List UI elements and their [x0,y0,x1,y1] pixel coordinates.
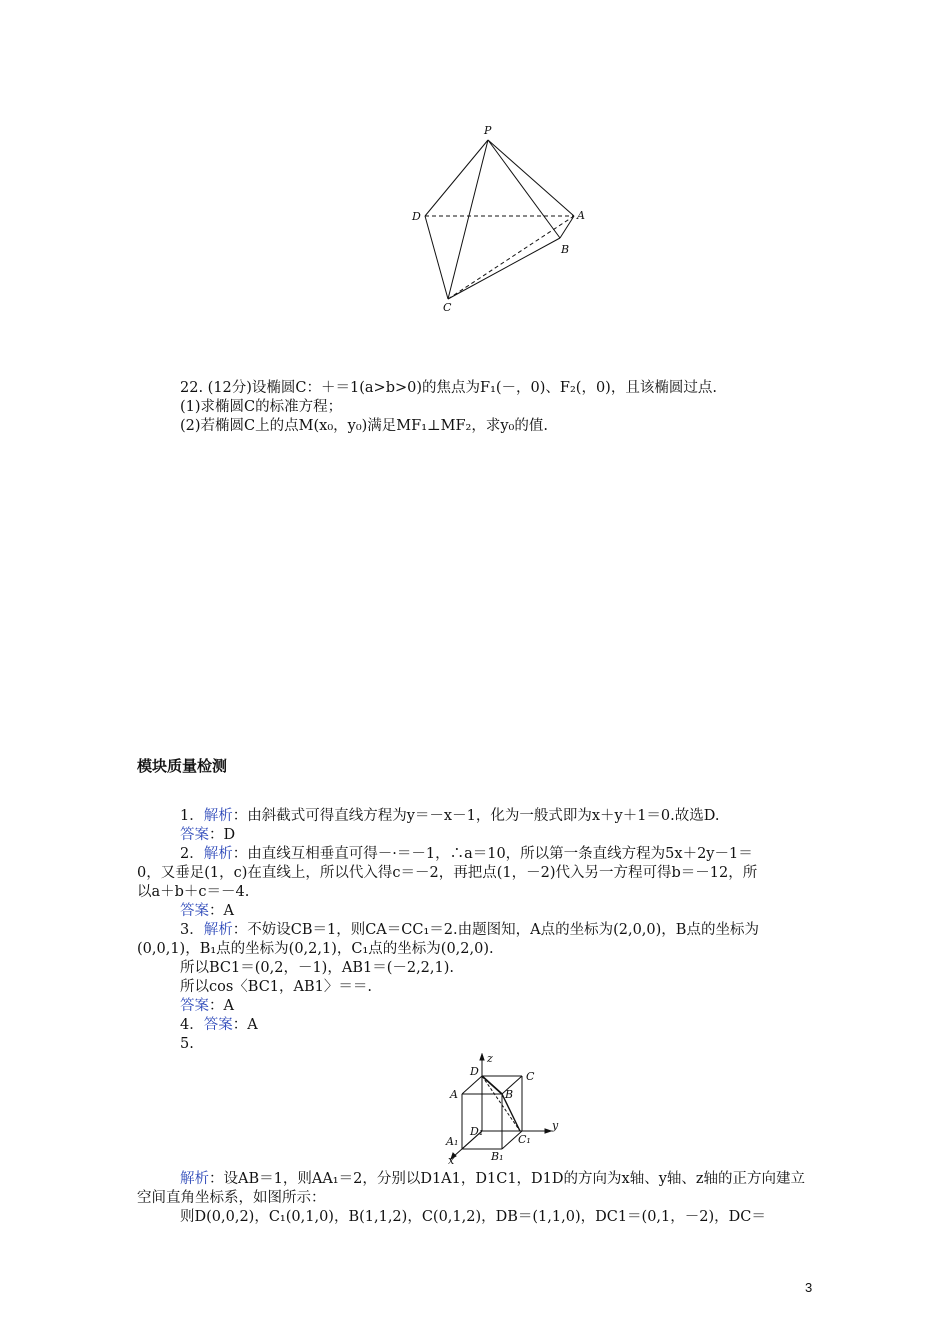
label-B: B [505,1088,514,1101]
answer-5-num: 5. [180,1036,194,1052]
answer-4-text: ：A [232,1017,258,1033]
answer-5-line1 [180,1170,805,1189]
label-B: B [561,243,570,256]
answer-1-text: ：由斜截式可得直线方程为y＝－x－1，化为一般式即为x＋y＋1＝0.故选D. [232,808,720,824]
answer-5-line3: 则D(0,0,2)，C₁(0,1,0)，B(1,1,2)，C(0,1,2)，DB＝(1,1,0)，DC1＝(0,1，－2)，DC＝ [180,1209,766,1225]
answer-3-ans-text: ：A [209,998,234,1014]
answer-3-line3: 所以BC1＝(0,2，－1)，AB1＝(－2,2,1). [180,960,455,976]
pyramid-figure [400,118,600,318]
label-D: D [470,1065,479,1078]
label-D1: D₁ [470,1125,484,1138]
answer-4-num: 4． [180,1017,204,1033]
label-D: D [412,210,421,223]
answer-2-line2: 0，又垂足(1，c)在直线上，所以代入得c＝－2，再把点(1，－2)代入另一方程可得b＝－12，所 [137,865,758,881]
answer-5-line2: 空间直角坐标系，如图所示： [137,1190,326,1206]
answer-3-ans-label: 答案 [180,998,209,1014]
answer-4 [180,1016,258,1035]
answer-2-ans [180,902,234,921]
answer-3-line2: (0,0,1)，B₁点的坐标为(0,2,1)，C₁点的坐标为(0,2,0). [137,941,494,957]
answer-5-text: ：设AB＝1，则AA₁＝2，分别以D1A1，D1C1，D1D的方向为x轴、y轴、z轴的正方向建立 [209,1171,806,1187]
label-B1: B₁ [491,1150,504,1163]
answer-2-ans-text: ：A [209,903,234,919]
label-A1: A₁ [446,1135,459,1148]
answer-5-label: 解析 [180,1171,209,1187]
q22-line1: 22. (12分)设椭圆C：＋＝1(a>b>0)的焦点为F₁(－，0)、F₂(，0)，且该椭圆过点. [180,380,717,396]
answer-1-label: 解析 [203,808,233,824]
answer-2-label: 解析 [203,846,233,862]
answer-3-num: 3． [180,922,204,938]
answer-1 [180,807,719,826]
answer-2-line3: 以a＋b＋c＝－4. [137,884,250,900]
answer-3-label: 解析 [203,922,233,938]
label-C1: C₁ [518,1133,531,1146]
q22-line2: (1)求椭圆C的标准方程； [180,399,343,415]
label-C: C [526,1070,535,1083]
answer-1-ans-label: 答案 [180,827,209,843]
prism-figure [440,1053,565,1165]
answer-1-ans-text: ：D [209,827,236,843]
label-P: P [484,124,492,137]
answer-1-ans [180,826,235,845]
q22-line3: (2)若椭圆C上的点M(x₀，y₀)满足MF₁⊥MF₂，求y₀的值. [180,418,548,434]
section-title: 模块质量检测 [137,757,228,775]
answer-2 [180,845,753,864]
label-x: x [448,1154,455,1165]
page-number: 3 [805,1280,813,1295]
answer-3 [180,921,759,940]
label-A: A [450,1088,458,1101]
label-A: A [577,209,585,222]
answer-4-label: 答案 [203,1017,233,1033]
label-y: y [552,1119,559,1132]
answer-1-num: 1． [180,808,204,824]
answer-2-ans-label: 答案 [180,903,209,919]
answer-2-text: ：由直线互相垂直可得－·＝－1，∴a＝10，所以第一条直线方程为5x＋2y－1＝ [232,846,753,862]
answer-2-num: 2． [180,846,204,862]
answer-3-ans [180,997,234,1016]
answer-3-text: ：不妨设CB＝1，则CA＝CC₁＝2.由题图知，A点的坐标为(2,0,0)，B点的坐标为 [232,922,759,938]
label-z: z [487,1053,493,1065]
label-C: C [443,301,452,314]
answer-3-line4: 所以cos〈BC1，AB1〉＝＝. [180,979,372,995]
